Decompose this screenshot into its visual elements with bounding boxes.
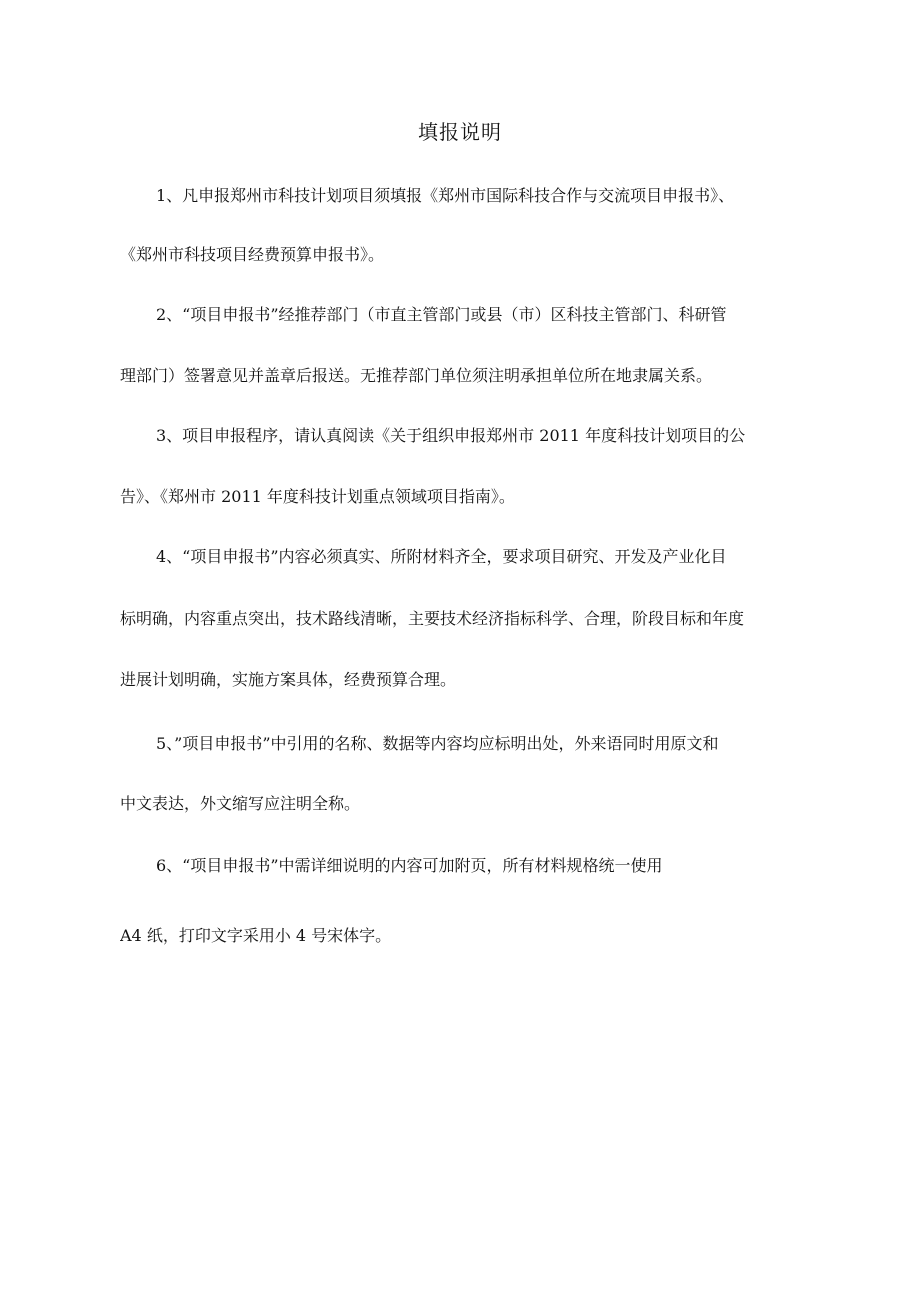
- item-6-line-1: 6、“项目申报书”中需详细说明的内容可加附页，所有材料规格统一使用: [156, 856, 663, 875]
- item-2-line-1: 2、“项目申报书”经推荐部门（市直主管部门或县（市）区科技主管部门、科研管: [156, 305, 727, 324]
- item-1-line-2: 《郑州市科技项目经费预算申报书》。: [120, 245, 385, 264]
- item-3-line-1: 3、项目申报程序，请认真阅读《关于组织申报郑州市 2011 年度科技计划项目的公: [156, 426, 746, 445]
- item-6-line-2: A4 纸，打印文字采用小 4 号宋体字。: [120, 926, 392, 945]
- item-4-line-1: 4、“项目申报书”内容必须真实、所附材料齐全，要求项目研究、开发及产业化目: [156, 547, 727, 566]
- item-5-line-1: 5、”项目申报书”中引用的名称、数据等内容均应标明出处，外来语同时用原文和: [156, 734, 719, 753]
- item-5-line-2: 中文表达，外文缩写应注明全称。: [120, 794, 361, 813]
- item-1-line-1: 1、凡申报郑州市科技计划项目须填报《郑州市国际科技合作与交流项目申报书》、: [156, 186, 735, 205]
- item-4-line-3: 进展计划明确，实施方案具体，经费预算合理。: [120, 670, 457, 689]
- item-4-line-2: 标明确，内容重点突出，技术路线清晰，主要技术经济指标科学、合理，阶段目标和年度: [120, 609, 745, 628]
- item-3-line-2: 告》、《郑州市 2011 年度科技计划重点领域项目指南》。: [120, 487, 515, 506]
- page-title: 填报说明: [418, 120, 502, 144]
- item-2-line-2: 理部门）签署意见并盖章后报送。无推荐部门单位须注明承担单位所在地隶属关系。: [120, 366, 713, 385]
